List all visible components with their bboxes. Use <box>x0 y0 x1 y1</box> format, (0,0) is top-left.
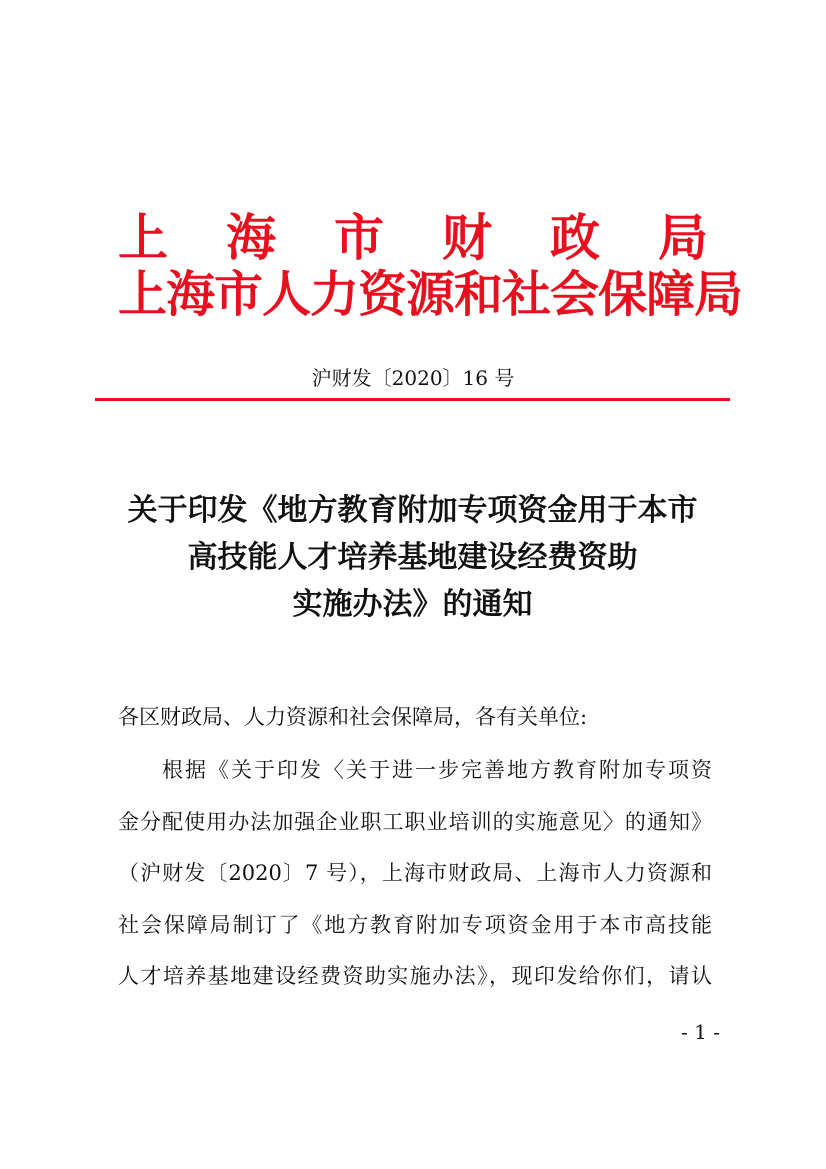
header-char: 市 <box>334 208 384 267</box>
red-separator-line <box>95 398 730 401</box>
body-line: 金分配使用办法加强企业职工职业培训的实施意见〉的通知》 <box>118 809 712 834</box>
body-line: 社会保障局制订了《地方教育附加专项资金用于本市高技能 <box>118 912 712 937</box>
header-char: 上 <box>118 208 168 267</box>
title-line: 关于印发《地方教育附加专项资金用于本市 <box>127 493 698 528</box>
title-line: 实施办法》的通知 <box>292 587 533 622</box>
title-line: 高技能人才培养基地建设经费资助 <box>187 540 638 575</box>
body-line: 根据《关于印发〈关于进一步完善地方教育附加专项资 <box>162 758 712 782</box>
issuer-header-hr-bureau: 上海市人力资源和社会保障局 <box>118 265 743 323</box>
page-number: - 1 - <box>681 1020 720 1044</box>
document-number: 沪财发〔2020〕16 号 <box>311 366 515 390</box>
body-line: （沪财发〔2020〕7 号），上海市财政局、上海市人力资源和 <box>118 861 712 885</box>
header-char: 政 <box>550 208 600 267</box>
salutation: 各区财政局、人力资源和社会保障局，各有关单位: <box>118 705 588 729</box>
body-paragraph <box>118 745 712 1003</box>
body-line: 人才培养基地建设经费资助实施办法》，现印发给你们，请认 <box>118 964 712 988</box>
header-char: 局 <box>658 208 708 267</box>
header-char: 海 <box>226 208 276 267</box>
header-char: 财 <box>442 208 492 267</box>
document-title <box>95 487 730 628</box>
issuer-header-finance-bureau <box>118 206 708 270</box>
